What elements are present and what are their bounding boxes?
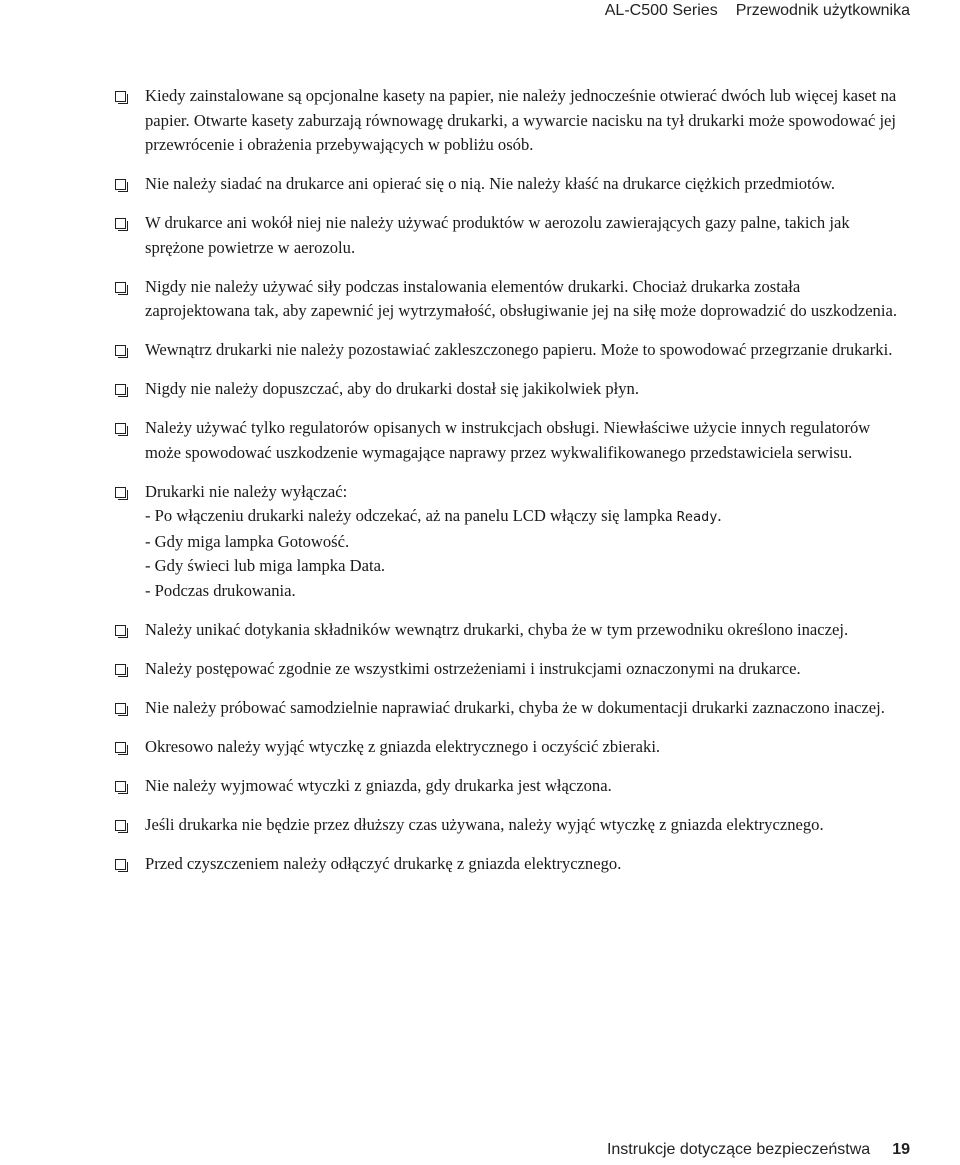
list-item xyxy=(115,618,905,643)
list-item-text: Nie należy próbować samodzielnie naprawiać drukarki, chyba że w dokumentacji drukarki zaznaczono inaczej. xyxy=(145,697,885,717)
page-number: 19 xyxy=(892,1141,910,1158)
checkbox-bullet-icon xyxy=(115,859,126,870)
list-item-text: Przed czyszczeniem należy odłączyć drukarkę z gniazda elektrycznego. xyxy=(145,853,622,873)
list-item xyxy=(115,696,905,721)
list-item xyxy=(115,377,905,402)
power-off-condition xyxy=(145,504,905,530)
checkbox-bullet-icon xyxy=(115,345,126,356)
list-item-text: Kiedy zainstalowane są opcjonalne kasety na papier, nie należy jednocześnie otwierać dwóch lub więcej kaset na papier. Otwarte kasety zaburzają równowagę drukarki, a wywarcie nacisku na tył drukarki może spowodować jej przewrócenie i obrażenia przebywających w pobliżu osób. xyxy=(145,86,897,154)
checkbox-bullet-icon xyxy=(115,625,126,636)
list-item xyxy=(115,416,905,465)
footer-section-title: Instrukcje dotyczące bezpieczeństwa xyxy=(606,1141,871,1158)
list-item xyxy=(115,774,905,799)
list-item-text: Nie należy siadać na drukarce ani opierać się o nią. Nie należy kłaść na drukarce ciężkich przedmiotów. xyxy=(145,174,835,193)
checkbox-bullet-icon xyxy=(115,487,126,498)
list-item xyxy=(115,211,905,260)
power-off-condition: - Gdy miga lampka Gotowość. xyxy=(145,531,350,551)
condition-punctuation: . xyxy=(717,506,722,525)
list-item xyxy=(115,735,905,760)
list-item xyxy=(115,172,905,197)
list-item-text: Okresowo należy wyjąć wtyczkę z gniazda elektrycznego i oczyścić zbieraki. xyxy=(145,736,661,756)
power-off-condition: - Gdy świeci lub miga lampka Data. xyxy=(145,556,386,575)
condition-text: - Po włączeniu drukarki należy odczekać, aż na panelu LCD włączy się lampka xyxy=(145,506,677,525)
checkbox-bullet-icon xyxy=(115,423,126,434)
power-off-condition: - Podczas drukowania. xyxy=(145,580,296,600)
safety-instructions-list xyxy=(115,84,905,891)
checkbox-bullet-icon xyxy=(115,664,126,675)
list-item-text: Wewnątrz drukarki nie należy pozostawiać zakleszczonego papieru. Może to spowodować przegrzanie drukarki. xyxy=(145,340,893,359)
list-item-text: Jeśli drukarka nie będzie przez dłuższy czas używana, należy wyjąć wtyczkę z gniazda elektrycznego. xyxy=(145,814,824,834)
checkbox-bullet-icon xyxy=(115,91,126,102)
page-footer xyxy=(607,1141,910,1159)
list-item xyxy=(115,852,905,877)
list-item xyxy=(115,813,905,838)
list-item-text: W drukarce ani wokół niej nie należy używać produktów w aerozolu zawierających gazy palne, takich jak sprężone powietrze w aerozolu. xyxy=(145,213,850,257)
page-header xyxy=(605,0,910,22)
list-item-text: Należy unikać dotykania składników wewnątrz drukarki, chyba że w tym przewodniku określono inaczej. xyxy=(145,619,849,639)
list-item xyxy=(115,657,905,682)
lcd-ready-code: Ready xyxy=(676,509,718,525)
header-guide-title: Przewodnik użytkownika xyxy=(735,2,910,19)
checkbox-bullet-icon xyxy=(115,781,126,792)
header-product-name: AL-C500 Series xyxy=(604,2,718,19)
list-item-text xyxy=(145,480,905,604)
list-item xyxy=(115,84,905,158)
list-item-text: Należy postępować zgodnie ze wszystkimi ostrzeżeniami i instrukcjami oznaczonymi na drukarce. xyxy=(145,658,801,678)
list-item xyxy=(115,275,905,324)
checkbox-bullet-icon xyxy=(115,218,126,229)
checkbox-bullet-icon xyxy=(115,742,126,753)
list-item-text: Nigdy nie należy dopuszczać, aby do drukarki dostał się jakikolwiek płyn. xyxy=(145,379,639,398)
list-item-text: Nie należy wyjmować wtyczki z gniazda, gdy drukarka jest włączona. xyxy=(145,775,612,795)
checkbox-bullet-icon xyxy=(115,282,126,293)
list-item xyxy=(115,338,905,363)
list-item-text: Należy używać tylko regulatorów opisanych w instrukcjach obsługi. Niewłaściwe użycie innych regulatorów może spowodować uszkodzenie wymagające naprawy przez wykwalifikowanego przedstawiciela serwisu. xyxy=(145,418,871,462)
checkbox-bullet-icon xyxy=(115,703,126,714)
list-item-power-off xyxy=(115,480,905,604)
power-off-intro: Drukarki nie należy wyłączać: xyxy=(145,481,348,501)
list-item-text: Nigdy nie należy używać siły podczas instalowania elementów drukarki. Chociaż drukarka została zaprojektowana tak, aby zapewnić jej wytrzymałość, obsługiwanie jej na siłę może doprowadzić do uszkodzenia. xyxy=(145,276,897,320)
checkbox-bullet-icon xyxy=(115,384,126,395)
checkbox-bullet-icon xyxy=(115,179,126,190)
checkbox-bullet-icon xyxy=(115,820,126,831)
